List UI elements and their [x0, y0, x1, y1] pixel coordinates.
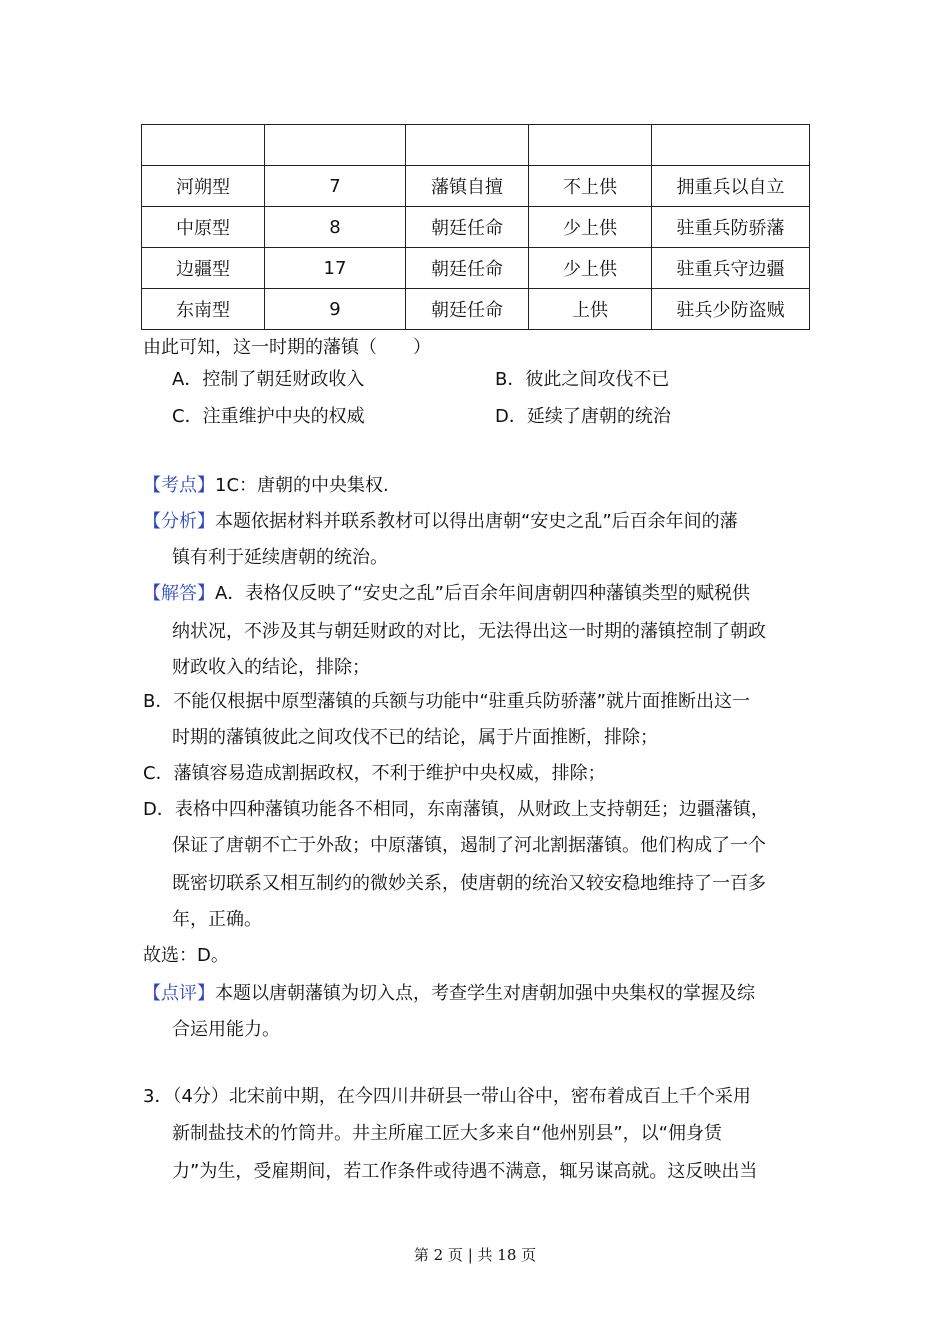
kaodian-tag: 【考点】: [143, 475, 215, 496]
fanzhen-table: [141, 124, 810, 330]
option-d-analysis-3: 既密切联系又相互制约的微妙关系，使唐朝的统治又较安稳地维持了一百多: [172, 873, 766, 894]
dianping-line-1: [143, 982, 755, 1006]
kaodian-line: [143, 474, 389, 498]
dianping-tag: 【点评】: [143, 983, 215, 1004]
table-cell: 驻重兵守边疆: [652, 248, 810, 289]
table-cell: 中原型: [142, 207, 265, 248]
option-d-analysis-4: 年，正确。: [172, 909, 262, 930]
table-cell: 少上供: [529, 248, 652, 289]
table-row: [142, 125, 810, 166]
table-cell: 驻兵少防盗贼: [652, 289, 810, 330]
table-cell: 藩镇自擅: [406, 166, 529, 207]
fenxi-line-2: 镇有利于延续唐朝的统治。: [172, 547, 388, 568]
option-c-analysis: C．藩镇容易造成割据政权，不利于维护中央权威，排除；: [143, 763, 606, 784]
fenxi-tag: 【分析】: [143, 511, 215, 532]
jieda-line-1: [143, 582, 750, 606]
table-cell: 朝廷任命: [406, 289, 529, 330]
page-footer: 第 2 页 | 共 18 页: [413, 1246, 537, 1264]
table-cell: 9: [265, 289, 406, 330]
question3-line-1: 3．（4分）北宋前中期，在今四川井研县一带山谷中，密布着成百上千个采用: [143, 1086, 751, 1107]
question3-line-3: 力”为生，受雇期间，若工作条件或待遇不满意，辄另谋高就。这反映出当: [172, 1161, 758, 1182]
table-cell: 边疆型: [142, 248, 265, 289]
table-cell: 东南型: [142, 289, 265, 330]
table-cell: [652, 125, 810, 166]
table-cell: [406, 125, 529, 166]
jieda-line-2: 纳状况，不涉及其与朝廷财政的对比，无法得出这一时期的藩镇控制了朝政: [172, 621, 766, 642]
table-cell: 拥重兵以自立: [652, 166, 810, 207]
table-cell: 17: [265, 248, 406, 289]
question3-line-2: 新制盐技术的竹筒井。井主所雇工匠大多来自“他州别县”，以“佣身赁: [172, 1123, 722, 1144]
fenxi-line-1: [143, 510, 738, 534]
table-cell: 驻重兵防骄藩: [652, 207, 810, 248]
table-cell: 7: [265, 166, 406, 207]
fenxi-text: 本题依据材料并联系教材可以得出唐朝“安史之乱”后百余年间的藩: [215, 511, 738, 532]
table-cell: 少上供: [529, 207, 652, 248]
table-cell: 朝廷任命: [406, 207, 529, 248]
table-row: [142, 289, 810, 330]
kaodian-text: 1C：唐朝的中央集权.: [215, 475, 389, 496]
table-cell: [142, 125, 265, 166]
table-row: [142, 248, 810, 289]
table-cell: 上供: [529, 289, 652, 330]
table-cell: 朝廷任命: [406, 248, 529, 289]
option-c: C．注重维护中央的权威: [172, 406, 365, 427]
option-b-analysis-2: 时期的藩镇彼此之间攻伐不已的结论，属于片面推断，排除；: [172, 727, 658, 748]
table-row: [142, 166, 810, 207]
table-cell: [265, 125, 406, 166]
jieda-line-3: 财政收入的结论，排除；: [172, 657, 370, 678]
answer-line: 故选：D。: [143, 945, 229, 966]
table-cell: 不上供: [529, 166, 652, 207]
table-cell: 河朔型: [142, 166, 265, 207]
option-d-analysis-1: D．表格中四种藩镇功能各不相同，东南藩镇，从财政上支持朝廷；边疆藩镇，: [143, 799, 769, 820]
option-a: A．控制了朝廷财政收入: [172, 369, 365, 390]
option-d-analysis-2: 保证了唐朝不亡于外敌；中原藩镇，遏制了河北割据藩镇。他们构成了一个: [172, 835, 766, 856]
jieda-text: A．表格仅反映了“安史之乱”后百余年间唐朝四种藩镇类型的赋税供: [215, 583, 750, 604]
table-cell: [529, 125, 652, 166]
table-cell: 8: [265, 207, 406, 248]
option-b: B．彼此之间攻伐不已: [495, 369, 670, 390]
jieda-tag: 【解答】: [143, 583, 215, 604]
dianping-line-2: 合运用能力。: [172, 1019, 280, 1040]
question-stem: 由此可知，这一时期的藩镇（ ）: [143, 337, 431, 358]
dianping-text: 本题以唐朝藩镇为切入点，考查学生对唐朝加强中央集权的掌握及综: [215, 983, 755, 1004]
table-row: [142, 207, 810, 248]
option-b-analysis-1: B．不能仅根据中原型藩镇的兵额与功能中“驻重兵防骄藩”就片面推断出这一: [143, 691, 750, 712]
option-d: D．延续了唐朝的统治: [495, 406, 671, 427]
